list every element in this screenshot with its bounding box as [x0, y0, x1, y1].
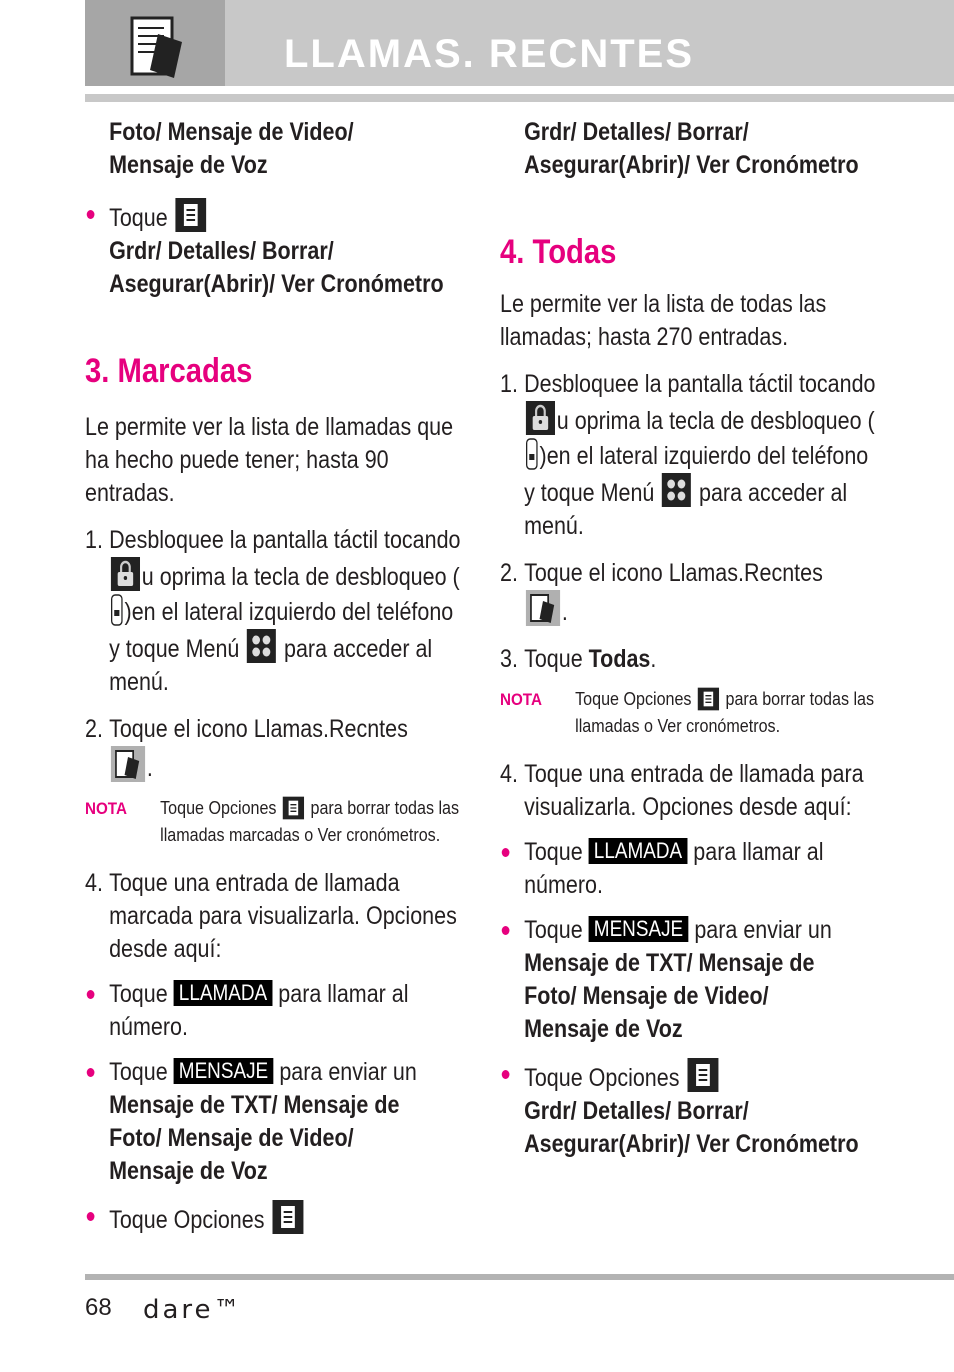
- unlock-key-icon: [526, 438, 538, 470]
- call-bullet: Toque LLAMADA para llamar al número.: [500, 836, 878, 902]
- section-title-todas: 4. Todas: [500, 233, 617, 271]
- step-4: 4. Toque una entrada de llamada para visualizarla. Opciones desde aquí:: [500, 760, 864, 821]
- options-menu-icon: [272, 1200, 303, 1234]
- intro-continuation: Foto/ Mensaje de Video/ Mensaje de Voz: [109, 118, 354, 179]
- options-menu-icon: [698, 687, 719, 711]
- dare-logo: [143, 1298, 263, 1322]
- step-1: 1. Desbloquee la pantalla táctil tocando u oprima la tecla de desbloqueo ( )en el lateral izquierdo del teléfono y toque Menú para acceder al menú.: [500, 370, 876, 540]
- unlock-icon: [526, 401, 555, 435]
- options-menu-icon: [175, 198, 206, 232]
- message-bullet: Toque MENSAJE para enviar un Mensaje de TXT/ Mensaje de Foto/ Mensaje de Video/ Mensaje de Voz: [85, 1056, 463, 1188]
- options-bullet: Toque Grdr/ Detalles/ Borrar/ Asegurar(Abrir)/ Ver Cronómetro: [85, 198, 463, 301]
- section-description: Le permite ver la lista de todas las llamadas; hasta 270 entradas.: [500, 290, 827, 351]
- page-number: 68: [85, 1294, 112, 1321]
- recent-calls-small-icon: [111, 746, 145, 782]
- step-2: 2. Toque el icono Llamas.Recntes .: [500, 559, 823, 626]
- note-todas: NOTA Toque Opciones para borrar todas las llamadas o Ver cronómetros.: [500, 689, 875, 736]
- step-3: 3. Toque Todas.: [500, 645, 657, 673]
- menu-grid-icon: [247, 629, 276, 663]
- llamada-button[interactable]: LLAMADA: [174, 980, 273, 1006]
- llamada-button[interactable]: LLAMADA: [589, 838, 688, 864]
- unlock-icon: [111, 557, 140, 591]
- unlock-key-icon: [111, 594, 123, 626]
- recent-calls-small-icon: [526, 590, 560, 626]
- page-title: LLAMAS. RECNTES: [284, 32, 694, 76]
- options-menu-icon: [283, 796, 304, 820]
- message-bullet: Toque MENSAJE para enviar un Mensaje de TXT/ Mensaje de Foto/ Mensaje de Video/ Mensaje de Voz: [500, 914, 878, 1046]
- section-title-marcadas: 3. Marcadas: [85, 352, 253, 390]
- step-2: 2. Toque el icono Llamas.Recntes .: [85, 715, 408, 782]
- section-description: Le permite ver la lista de llamadas que ha hecho puede tener; hasta 90 entradas.: [85, 413, 454, 507]
- header-divider: [85, 94, 954, 102]
- recent-calls-icon: [128, 12, 190, 82]
- step-4: 4. Toque una entrada de llamada marcada para visualizarla. Opciones desde aquí:: [85, 869, 457, 963]
- options-bullet-2: Toque Opciones: [85, 1200, 463, 1237]
- mensaje-button[interactable]: MENSAJE: [589, 916, 689, 942]
- options-bullet-2: Toque Opciones Grdr/ Detalles/ Borrar/ Asegurar(Abrir)/ Ver Cronómetro: [500, 1058, 878, 1161]
- right-column: [500, 116, 878, 1161]
- svg-text:dare™: dare™: [143, 1298, 243, 1322]
- step-1: 1. Desbloquee la pantalla táctil tocando u oprima la tecla de desbloqueo ( )en el lateral izquierdo del teléfono y toque Menú para acceder al menú.: [85, 526, 461, 696]
- footer-divider: [85, 1274, 954, 1280]
- call-bullet: Toque LLAMADA para llamar al número.: [85, 978, 463, 1044]
- right-continuation: Grdr/ Detalles/ Borrar/ Asegurar(Abrir)/ Ver Cronómetro: [524, 118, 859, 179]
- mensaje-button[interactable]: MENSAJE: [174, 1058, 274, 1084]
- note-marcadas: NOTA Toque Opciones para borrar todas las llamadas marcadas o Ver cronómetros.: [85, 798, 460, 845]
- left-column: [85, 116, 463, 1237]
- options-menu-icon: [687, 1058, 718, 1092]
- menu-grid-icon: [662, 473, 691, 507]
